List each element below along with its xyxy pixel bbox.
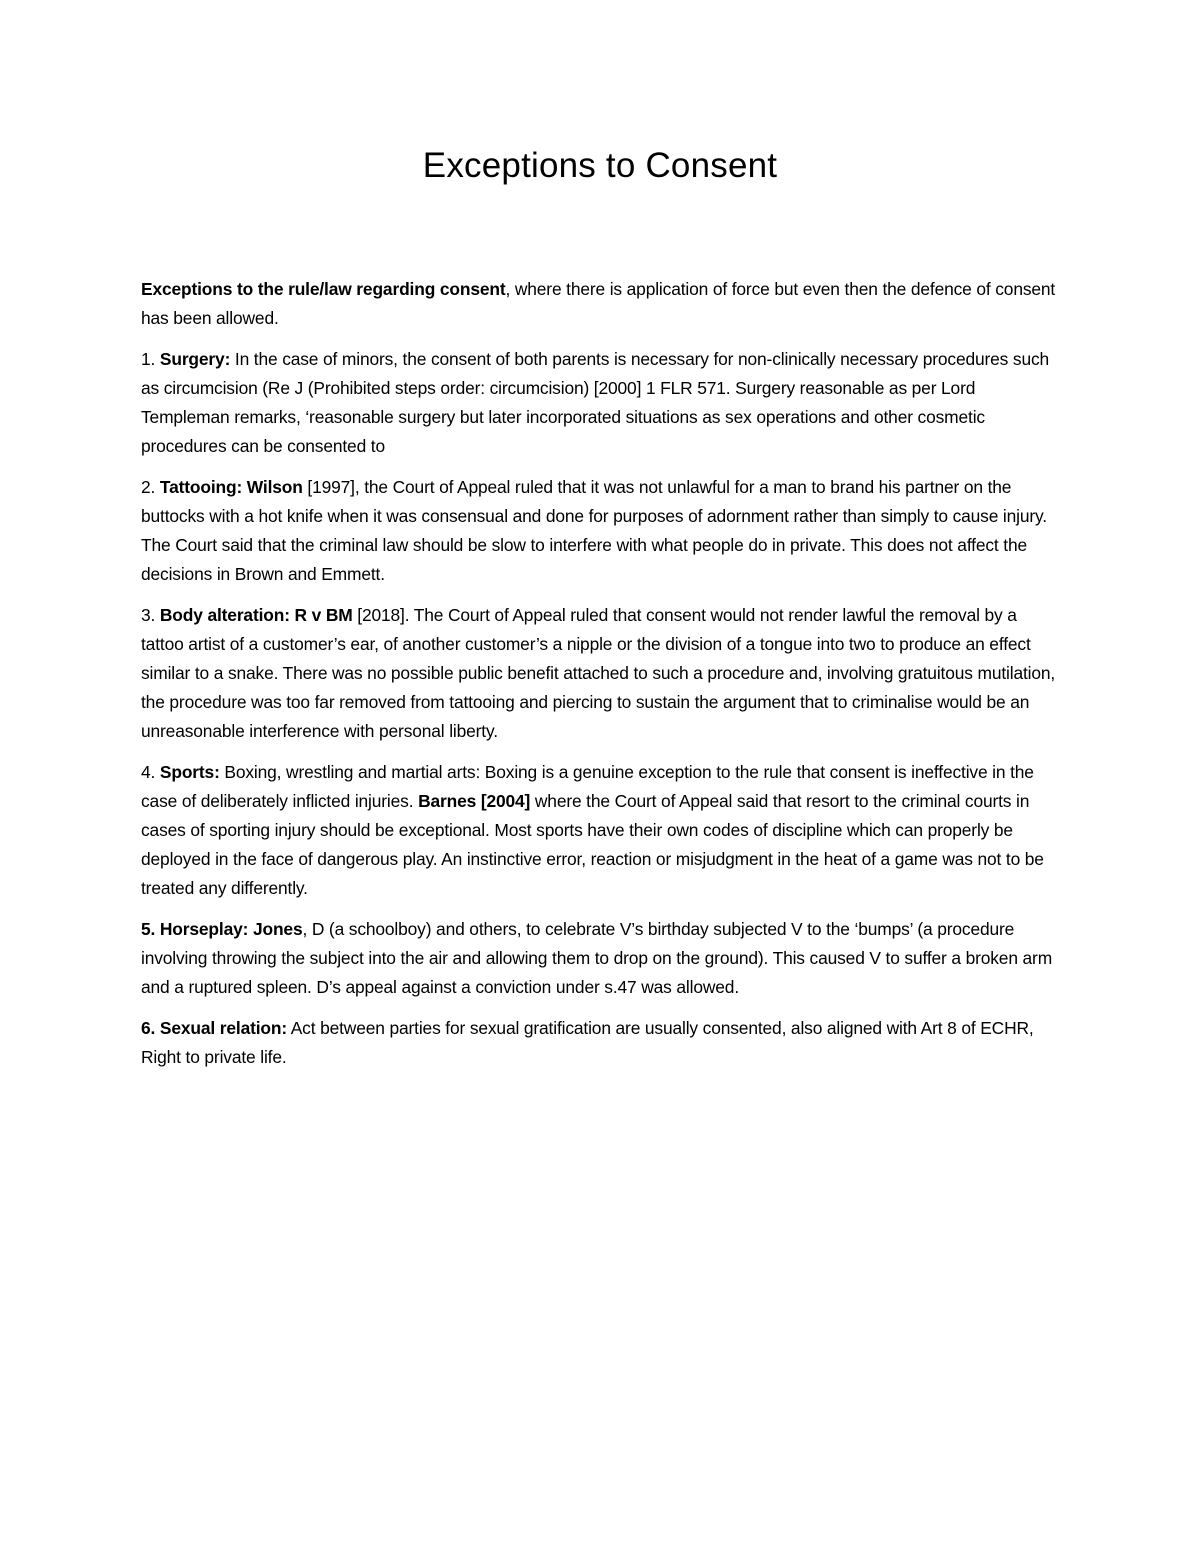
item-text: [2018]. The Court of Appeal ruled that consent would not render lawful the removal by a tattoo artist of a customer’s ear, of another customer’s a nipple or the division of a tongue into two to produce an effect similar to a snake. There was no possible public benefit attached to such a procedure and, involving gratuitous mutilation, the procedure was too far removed from tattooing and piercing to sustain the argument that to criminalise would be an unreasonable interference with personal liberty.: [141, 605, 1056, 741]
item-body-alteration: [141, 601, 1061, 746]
document-title: Exceptions to Consent: [422, 146, 778, 185]
item-tattooing: [141, 473, 1061, 589]
intro-text: , where there is application of force but even then the defence of consent has been allowed.: [141, 279, 1056, 328]
item-number: 4.: [141, 762, 160, 782]
item-text: , D (a schoolboy) and others, to celebrate V’s birthday subjected V to the ‘bumps’ (a procedure involving throwing the subject into the air and allowing them to drop on the ground). This caused V to suffer a broken arm and a ruptured spleen. D’s appeal against a conviction under s.47 was allowed.: [141, 919, 1053, 997]
item-number: 6.: [141, 1018, 160, 1038]
item-text-continued: where the Court of Appeal said that resort to the criminal courts in cases of sporting injury should be exceptional. Most sports have their own codes of discipline which can properly be deployed in the face of dangerous play. An instinctive error, reaction or misjudgment in the heat of a game was not to be treated any differently.: [141, 791, 1044, 898]
intro-heading: Exceptions to the rule/law regarding consent: [141, 279, 506, 299]
item-heading: Horseplay: Jones: [159, 919, 303, 939]
intro-paragraph: [141, 275, 1061, 333]
item-text: Boxing, wrestling and martial arts: Boxing is a genuine exception to the rule that consent is ineffective in the case of deliberately inflicted injuries.: [141, 762, 1034, 811]
document-body: [141, 275, 1061, 1084]
item-text: Act between parties for sexual gratification are usually consented, also aligned with Art 8 of ECHR, Right to private life.: [141, 1018, 1034, 1067]
item-heading: Sexual relation:: [159, 1018, 287, 1038]
item-horseplay: [141, 915, 1061, 1002]
item-text: In the case of minors, the consent of both parents is necessary for non-clinically necessary procedures such as circumcision (Re J (Prohibited steps order: circumcision) [2000] 1 FLR 571. Surgery reasonable as per Lord Templeman remarks, ‘reasonable surgery but later incorporated situations as sex operations and other cosmetic procedures can be consented to: [141, 349, 1050, 456]
item-number: 3.: [141, 605, 160, 625]
item-number: 5.: [141, 919, 160, 939]
item-number: 2.: [141, 477, 160, 497]
item-sexual-relation: [141, 1014, 1061, 1072]
item-text: [1997], the Court of Appeal ruled that it was not unlawful for a man to brand his partner on the buttocks with a hot knife when it was consensual and done for purposes of adornment rather than simply to cause injury. The Court said that the criminal law should be slow to interfere with what people do in private. This does not affect the decisions in Brown and Emmett.: [141, 477, 1047, 584]
item-case-citation: Barnes [2004]: [418, 791, 531, 811]
item-heading: Tattooing: Wilson: [159, 477, 303, 497]
item-sports: [141, 758, 1061, 903]
item-heading: Surgery:: [159, 349, 231, 369]
item-heading: Sports:: [159, 762, 220, 782]
item-surgery: [141, 345, 1061, 461]
item-heading: Body alteration: R v BM: [159, 605, 353, 625]
item-number: 1.: [141, 349, 160, 369]
